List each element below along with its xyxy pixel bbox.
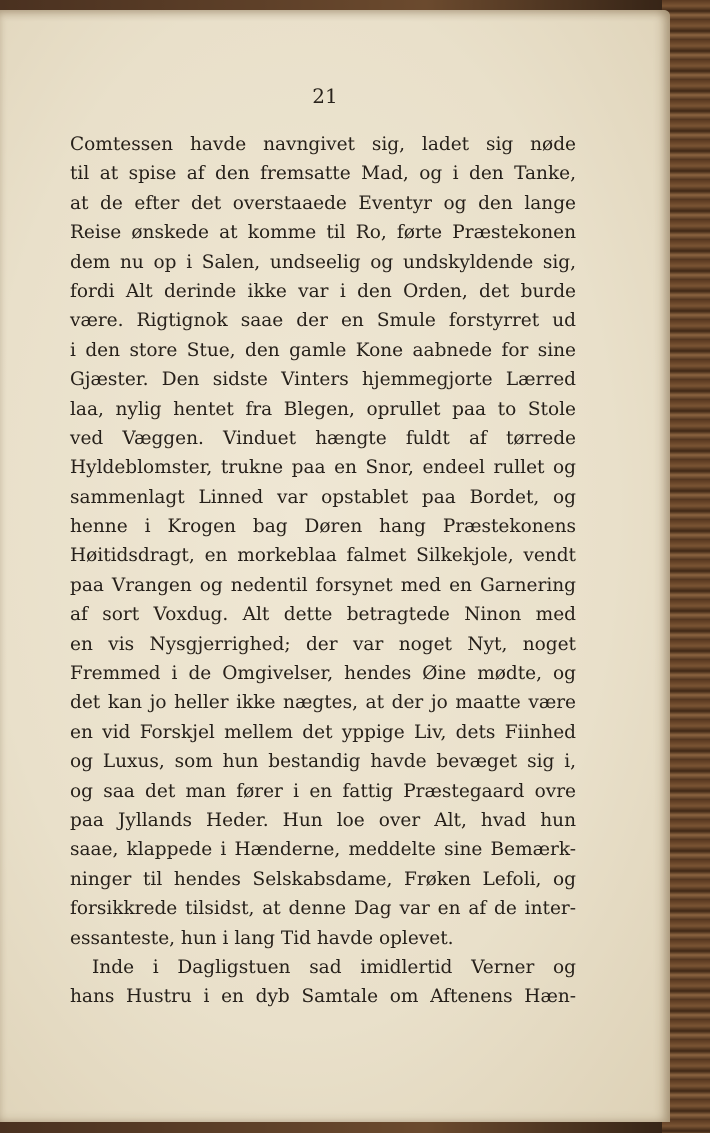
text-line: hans Hustru i en dyb Samtale om Aftenens Hæn- [70, 986, 576, 1008]
text-line: fordi Alt derinde ikke var i den Orden, det burde [70, 280, 576, 302]
text-line: det kan jo heller ikke nægtes, at der jo maatte være [70, 692, 576, 714]
text-line: og Luxus, som hun bestandig havde bevæget sig i, [70, 751, 576, 773]
text-line: ved Væggen. Vinduet hængte fuldt af tørrede [70, 427, 576, 449]
text-line-paragraph-start: Inde i Dagligstuen sad imidlertid Verner og [92, 956, 576, 978]
text-line: i den store Stue, den gamle Kone aabnede for sine [70, 339, 576, 361]
text-line: saae, klappede i Hænderne, meddelte sine Bemærk- [70, 839, 576, 861]
text-line: forsikkrede tilsidst, at denne Dag var en af de inter- [70, 898, 576, 920]
text-line: Fremmed i de Omgivelser, hendes Øine mødte, og [70, 663, 576, 685]
text-line: være. Rigtignok saae der en Smule forstyrret ud [70, 310, 576, 332]
text-line: Høitidsdragt, en morkeblaa falmet Silkekjole, vendt [70, 545, 576, 567]
text-line: af sort Voxdug. Alt dette betragtede Ninon med [70, 604, 576, 626]
book-page [0, 10, 670, 1122]
text-line: Gjæster. Den sidste Vinters hjemmegjorte Lærred [70, 369, 576, 391]
text-line: en vid Forskjel mellem det yppige Liv, dets Fiinhed [70, 721, 576, 743]
body-text [70, 130, 576, 1012]
text-line: at de efter det overstaaede Eventyr og den lange [70, 192, 576, 214]
text-line: paa Vrangen og nedentil forsynet med en Garnering [70, 574, 576, 596]
text-line: Hyldeblomster, trukne paa en Snor, endeel rullet og [70, 457, 576, 479]
text-line: henne i Krogen bag Døren hang Præstekonens [70, 516, 576, 538]
text-line-paragraph-end: essanteste, hun i lang Tid havde oplevet. [70, 927, 454, 949]
text-line: laa, nylig hentet fra Blegen, oprullet paa to Stole [70, 398, 576, 420]
text-line: en vis Nysgjerrighed; der var noget Nyt, noget [70, 633, 576, 655]
text-line: paa Jyllands Heder. Hun loe over Alt, hvad hun [70, 809, 576, 831]
text-line: Comtessen havde navngivet sig, ladet sig nøde [70, 134, 576, 155]
text-line: Reise ønskede at komme til Ro, førte Præstekonen [70, 222, 576, 244]
text-line: sammenlagt Linned var opstablet paa Bordet, og [70, 486, 576, 508]
text-line: og saa det man fører i en fattig Præstegaard ovre [70, 780, 576, 802]
text-line: ninger til hendes Selskabsdame, Frøken Lefoli, og [70, 868, 576, 890]
text-line: til at spise af den fremsatte Mad, og i den Tanke, [70, 163, 576, 185]
page-number: 21 [312, 84, 338, 108]
text-line: dem nu op i Salen, undseelig og undskyldende sig, [70, 251, 576, 273]
